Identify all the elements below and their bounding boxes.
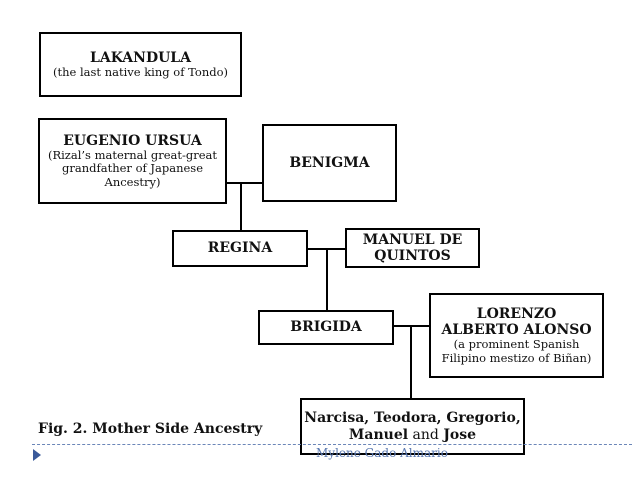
regina-manuel-descent-line [326, 248, 328, 310]
regina-name: REGINA [207, 240, 273, 257]
eugenio-benigma-connector [227, 182, 262, 184]
lakandula-box [39, 32, 242, 97]
lorenzo-alberto-alonso-name: LORENZO ALBERTO ALONSO [441, 306, 592, 339]
children-manuel: Manuel [348, 426, 409, 443]
footer-divider [32, 444, 632, 445]
children-line-2 [349, 427, 476, 443]
brigida-box [258, 310, 394, 345]
brigida-name: BRIGIDA [290, 319, 362, 336]
eugenio-ursua-description: (Rizal’s maternal great-great grandfather of Japanese Ancestry) [47, 148, 218, 189]
children-line-1: Narcisa, Teodora, Gregorio, [304, 410, 521, 427]
figure-caption: Fig. 2. Mother Side Ancestry [38, 421, 263, 437]
footer-author: Mylene Gado Almario [316, 446, 448, 460]
benigma-name: BENIGMA [289, 154, 370, 171]
eugenio-benigma-descent-line [240, 182, 242, 230]
lorenzo-alberto-alonso-description: (a prominent Spanish Filipino mestizo of Biñan) [441, 337, 592, 365]
benigma-box [262, 124, 397, 202]
children-jose: Jose [443, 426, 477, 443]
manuel-de-quintos-name: MANUEL DE QUINTOS [362, 231, 463, 264]
children-and: and [412, 426, 439, 443]
lorenzo-alberto-alonso-box [429, 293, 604, 378]
manuel-de-quintos-box [345, 228, 480, 268]
eugenio-ursua-name: EUGENIO URSUA [63, 133, 202, 150]
lakandula-description: (the last native king of Tondo) [53, 64, 228, 79]
eugenio-ursua-box [38, 118, 227, 204]
brigida-lorenzo-descent-line [410, 325, 412, 398]
triangle-bullet-icon [33, 449, 41, 461]
regina-box [172, 230, 308, 267]
lakandula-name: LAKANDULA [89, 49, 192, 66]
